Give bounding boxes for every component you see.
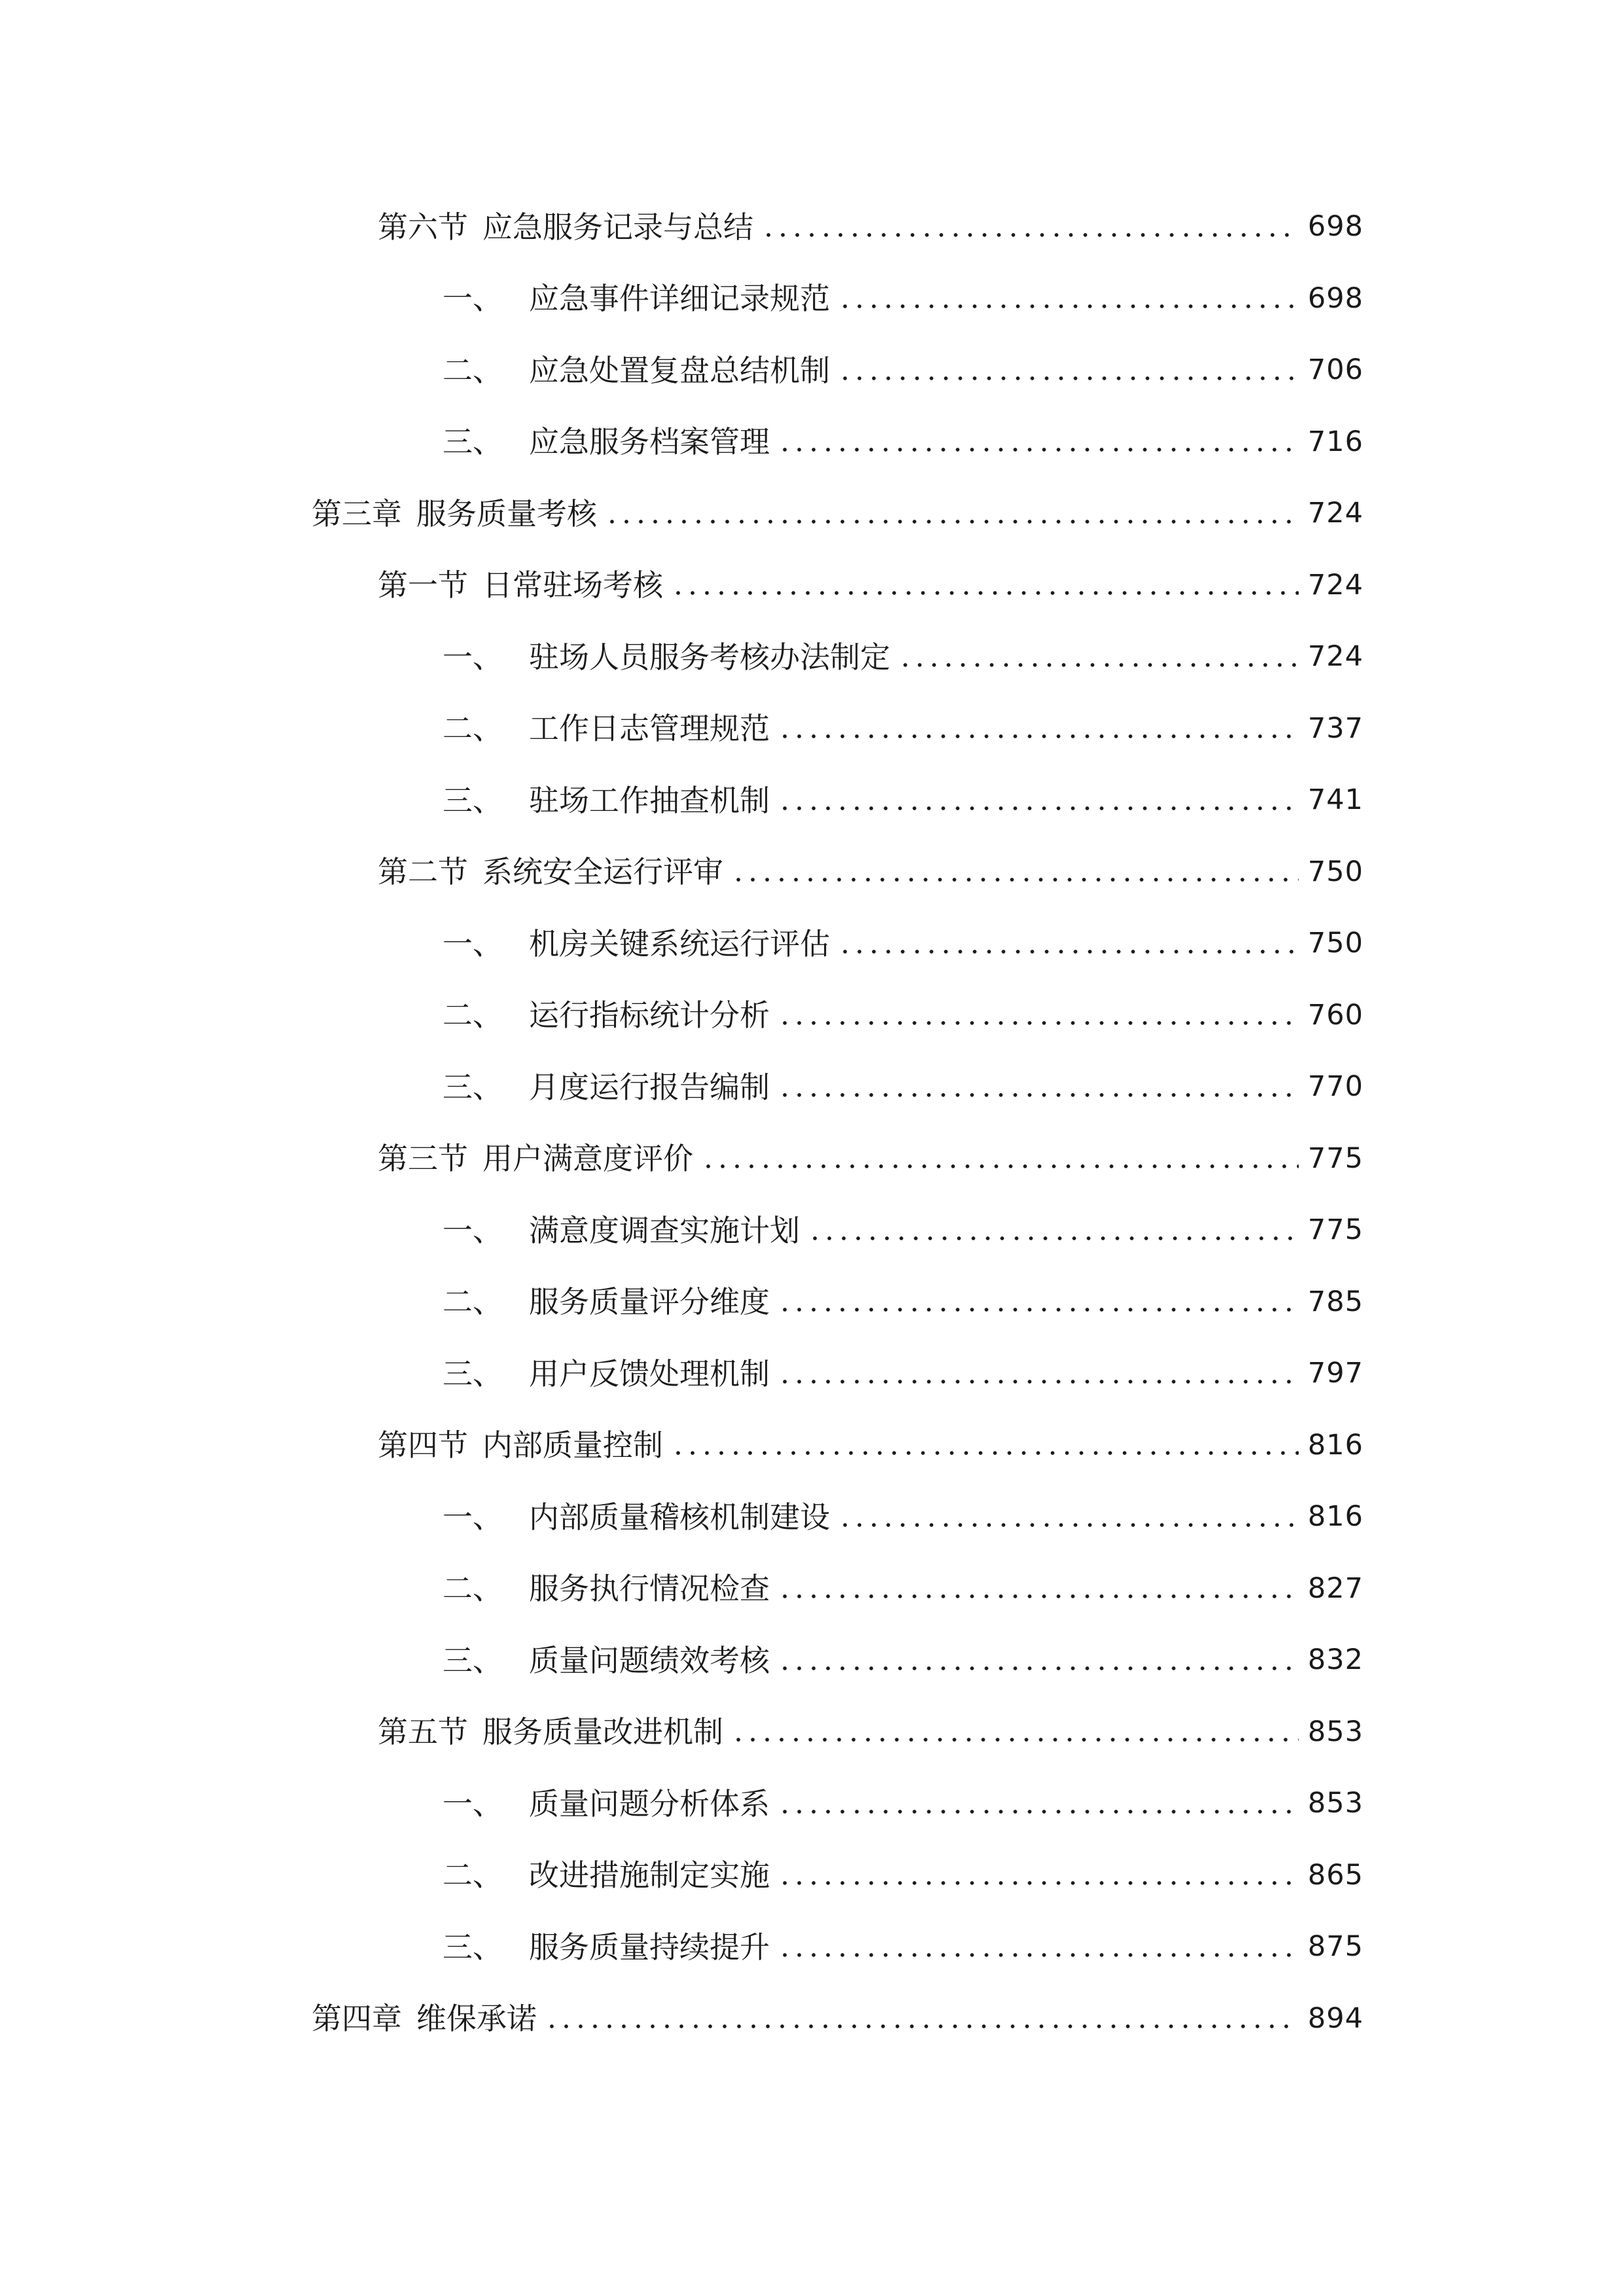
toc-number: 第三节	[378, 1141, 468, 1177]
toc-number: 二、	[442, 1857, 503, 1893]
toc-label	[442, 424, 770, 460]
toc-label	[442, 1929, 770, 1965]
toc-number: 三、	[442, 1355, 503, 1391]
toc-label	[442, 1499, 830, 1535]
toc-entry[interactable]	[0, 334, 1624, 406]
toc-entry[interactable]	[0, 1123, 1624, 1195]
toc-number: 二、	[442, 997, 503, 1033]
toc-page-number: 775	[1307, 1213, 1363, 1247]
toc-title: 维保承诺	[416, 2001, 537, 2037]
toc-entry[interactable]	[0, 406, 1624, 478]
toc-number: 三、	[442, 1069, 503, 1105]
toc-number: 第五节	[378, 1714, 468, 1750]
toc-page-number: 827	[1307, 1571, 1363, 1605]
toc-dot-leader	[778, 1645, 1299, 1676]
toc-number: 第四章	[312, 2001, 402, 2037]
toc-dot-leader	[778, 1789, 1299, 1819]
toc-title: 改进措施制定实施	[529, 1857, 770, 1893]
toc-label	[442, 1069, 770, 1105]
toc-number: 第六节	[378, 209, 468, 245]
toc-page-number: 716	[1307, 425, 1363, 458]
toc-entry[interactable]	[0, 1410, 1624, 1482]
toc-label	[442, 1857, 770, 1893]
toc-entry[interactable]	[0, 1911, 1624, 1983]
toc-entry[interactable]	[0, 836, 1624, 908]
toc-number: 第二节	[378, 854, 468, 890]
toc-dot-leader	[838, 283, 1299, 314]
toc-number: 第四节	[378, 1427, 468, 1463]
toc-dot-leader	[838, 355, 1299, 386]
toc-number: 三、	[442, 1642, 503, 1678]
toc-dot-leader	[898, 642, 1299, 672]
toc-entry[interactable]	[0, 1696, 1624, 1768]
toc-entry[interactable]	[0, 621, 1624, 693]
toc-entry[interactable]	[0, 764, 1624, 836]
toc-title: 工作日志管理规范	[529, 711, 770, 747]
toc-dot-leader	[701, 1143, 1299, 1174]
toc-page-number: 698	[1307, 281, 1363, 315]
toc-entry[interactable]	[0, 1481, 1624, 1553]
toc-page-number: 750	[1307, 855, 1363, 888]
toc-title: 日常驻场考核	[482, 567, 663, 603]
toc-page-number: 750	[1307, 927, 1363, 960]
toc-entry[interactable]	[0, 980, 1624, 1052]
toc-title: 用户满意度评价	[482, 1141, 693, 1177]
toc-dot-leader	[545, 2003, 1299, 2034]
toc-label	[442, 782, 770, 818]
toc-number: 一、	[442, 1212, 503, 1248]
toc-label	[442, 711, 770, 747]
toc-title: 服务质量考核	[416, 495, 597, 531]
toc-title: 满意度调查实施计划	[529, 1212, 800, 1248]
toc-label	[442, 1212, 800, 1248]
toc-title: 应急事件详细记录规范	[529, 281, 830, 317]
toc-page-number: 875	[1307, 1930, 1363, 1964]
toc-dot-leader	[808, 1215, 1299, 1246]
toc-entry[interactable]	[0, 908, 1624, 980]
toc-entry[interactable]	[0, 478, 1624, 550]
toc-title: 应急服务记录与总结	[482, 209, 753, 245]
table-of-contents	[0, 191, 1624, 2054]
toc-page-number: 865	[1307, 1858, 1363, 1892]
toc-dot-leader	[778, 1000, 1299, 1030]
toc-title: 机房关键系统运行评估	[529, 925, 830, 961]
toc-number: 一、	[442, 1499, 503, 1535]
toc-label	[378, 854, 723, 890]
toc-label	[442, 1785, 770, 1821]
toc-dot-leader	[671, 1430, 1299, 1460]
toc-number: 第一节	[378, 567, 468, 603]
toc-dot-leader	[838, 929, 1299, 959]
toc-page-number: 816	[1307, 1428, 1363, 1462]
toc-label	[442, 281, 830, 317]
toc-entry[interactable]	[0, 263, 1624, 335]
toc-page-number: 832	[1307, 1643, 1363, 1677]
toc-title: 服务执行情况检查	[529, 1571, 770, 1607]
toc-entry[interactable]	[0, 1624, 1624, 1696]
toc-title: 驻场工作抽查机制	[529, 782, 770, 818]
toc-page-number: 698	[1307, 210, 1363, 243]
toc-dot-leader	[671, 570, 1299, 600]
toc-dot-leader	[778, 427, 1299, 457]
toc-number: 二、	[442, 711, 503, 747]
toc-label	[442, 925, 830, 961]
toc-label	[442, 1284, 770, 1320]
toc-number: 二、	[442, 352, 503, 388]
toc-number: 二、	[442, 1571, 503, 1607]
toc-dot-leader	[838, 1502, 1299, 1532]
toc-page-number: 724	[1307, 568, 1363, 601]
toc-entry[interactable]	[0, 191, 1624, 263]
toc-number: 一、	[442, 281, 503, 317]
toc-label	[442, 639, 890, 675]
toc-dot-leader	[778, 1072, 1299, 1102]
toc-title: 应急处置复盘总结机制	[529, 352, 830, 388]
toc-title: 用户反馈处理机制	[529, 1355, 770, 1391]
toc-number: 三、	[442, 1929, 503, 1965]
toc-page-number: 737	[1307, 711, 1363, 745]
toc-entry[interactable]	[0, 693, 1624, 765]
toc-entry[interactable]	[0, 1194, 1624, 1266]
toc-title: 服务质量改进机制	[482, 1714, 723, 1750]
toc-page-number: 741	[1307, 783, 1363, 817]
toc-number: 三、	[442, 424, 503, 460]
toc-title: 服务质量持续提升	[529, 1929, 770, 1965]
toc-number: 一、	[442, 1785, 503, 1821]
toc-dot-leader	[731, 1717, 1299, 1747]
toc-title: 内部质量控制	[482, 1427, 663, 1463]
toc-page-number: 853	[1307, 1787, 1363, 1820]
toc-label	[312, 495, 597, 531]
toc-page-number: 816	[1307, 1500, 1363, 1534]
toc-page-number: 894	[1307, 2001, 1363, 2035]
toc-title: 运行指标统计分析	[529, 997, 770, 1033]
toc-label	[378, 567, 663, 603]
toc-page-number: 706	[1307, 353, 1363, 387]
toc-dot-leader	[778, 785, 1299, 816]
toc-dot-leader	[778, 1573, 1299, 1604]
toc-title: 月度运行报告编制	[529, 1069, 770, 1105]
toc-entry[interactable]	[0, 1983, 1624, 2055]
toc-label	[312, 2001, 537, 2037]
toc-title: 内部质量稽核机制建设	[529, 1499, 830, 1535]
toc-entry[interactable]	[0, 550, 1624, 622]
toc-number: 一、	[442, 925, 503, 961]
toc-entry[interactable]	[0, 1553, 1624, 1625]
toc-label	[442, 1355, 770, 1391]
toc-entry[interactable]	[0, 1266, 1624, 1338]
toc-dot-leader	[605, 499, 1299, 529]
toc-number: 二、	[442, 1284, 503, 1320]
toc-label	[378, 1427, 663, 1463]
toc-page-number: 770	[1307, 1070, 1363, 1103]
toc-dot-leader	[731, 857, 1299, 887]
toc-label	[378, 209, 753, 245]
toc-page-number: 724	[1307, 497, 1363, 530]
toc-dot-leader	[761, 212, 1299, 242]
toc-page-number: 797	[1307, 1357, 1363, 1390]
toc-dot-leader	[778, 1359, 1299, 1389]
toc-entry[interactable]	[0, 1768, 1624, 1840]
toc-number: 三、	[442, 782, 503, 818]
toc-title: 服务质量评分维度	[529, 1284, 770, 1320]
toc-title: 质量问题分析体系	[529, 1785, 770, 1821]
toc-number: 第三章	[312, 495, 402, 531]
toc-dot-leader	[778, 713, 1299, 744]
toc-dot-leader	[778, 1287, 1299, 1317]
toc-title: 系统安全运行评审	[482, 854, 723, 890]
toc-number: 一、	[442, 639, 503, 675]
toc-label	[442, 1642, 770, 1678]
toc-page-number: 724	[1307, 640, 1363, 673]
toc-dot-leader	[778, 1860, 1299, 1890]
toc-entry[interactable]	[0, 1051, 1624, 1123]
toc-page-number: 853	[1307, 1715, 1363, 1748]
toc-label	[442, 997, 770, 1033]
toc-title: 应急服务档案管理	[529, 424, 770, 460]
toc-title: 驻场人员服务考核办法制定	[529, 639, 890, 675]
toc-label	[442, 352, 830, 388]
toc-title: 质量问题绩效考核	[529, 1642, 770, 1678]
toc-entry[interactable]	[0, 1338, 1624, 1410]
toc-page-number: 785	[1307, 1285, 1363, 1318]
toc-page-number: 775	[1307, 1141, 1363, 1175]
toc-page-number: 760	[1307, 998, 1363, 1031]
toc-dot-leader	[778, 1932, 1299, 1962]
toc-entry[interactable]	[0, 1840, 1624, 1912]
toc-label	[442, 1571, 770, 1607]
toc-label	[378, 1714, 723, 1750]
toc-label	[378, 1141, 693, 1177]
